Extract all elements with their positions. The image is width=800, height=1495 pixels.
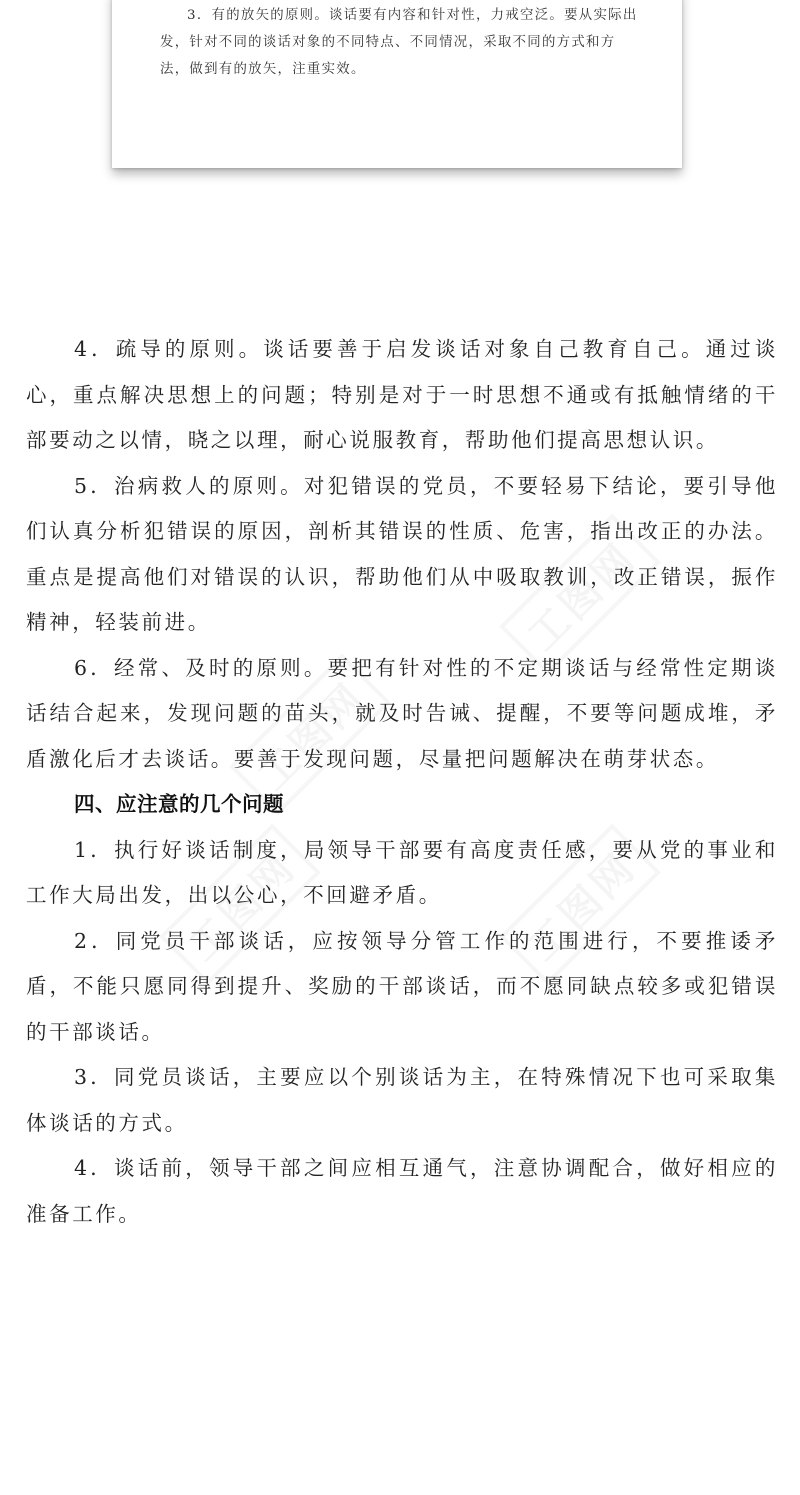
paragraph-note-4: 4．谈话前，领导干部之间应相互通气，注意协调配合，做好相应的准备工作。 xyxy=(26,1156,778,1226)
card-paragraph: 3．有的放矢的原则。谈话要有内容和针对性，力戒空泛。要从实际出发，针对不同的谈话对象的不同特点、不同情况，采取不同的方式和方法，做到有的放矢，注重实效。 xyxy=(160,8,638,77)
paragraph-cure-principle: 5．治病救人的原则。对犯错误的党员，不要轻易下结论，要引导他们认真分析犯错误的原因，剖析其错误的性质、危害，指出改正的办法。重点是提高他们对错误的认识，帮助他们从中吸取教训，改正错误，振作精神，轻装前进。 xyxy=(26,473,778,634)
page-preview-card xyxy=(112,0,682,168)
paragraph-guidance-principle: 4．疏导的原则。谈话要善于启发谈话对象自己教育自己。通过谈心，重点解决思想上的问题；特别是对于一时思想不通或有抵触情绪的干部要动之以情，晓之以理，耐心说服教育，帮助他们提高思想认识。 xyxy=(26,337,778,452)
paragraph-note-1: 1．执行好谈话制度，局领导干部要有高度责任感，要从党的事业和工作大局出发，出以公心，不回避矛盾。 xyxy=(26,837,778,907)
paragraph-regular-principle: 6．经常、及时的原则。要把有针对性的不定期谈话与经常性定期谈话结合起来，发现问题的苗头，就及时告诫、提醒，不要等问题成堆，矛盾激化后才去谈话。要善于发现问题，尽量把问题解决在萌芽状态。 xyxy=(26,655,778,771)
document-body xyxy=(26,327,778,1237)
paragraph-note-2: 2．同党员干部谈话，应按领导分管工作的范围进行，不要推诿矛盾，不能只愿同得到提升、奖励的干部谈话，而不愿同缺点较多或犯错误的干部谈话。 xyxy=(26,928,778,1044)
paragraph-note-3: 3．同党员谈话，主要应以个别谈话为主，在特殊情况下也可采取集体谈话的方式。 xyxy=(26,1065,778,1135)
section-heading: 四、应注意的几个问题 xyxy=(74,792,284,816)
